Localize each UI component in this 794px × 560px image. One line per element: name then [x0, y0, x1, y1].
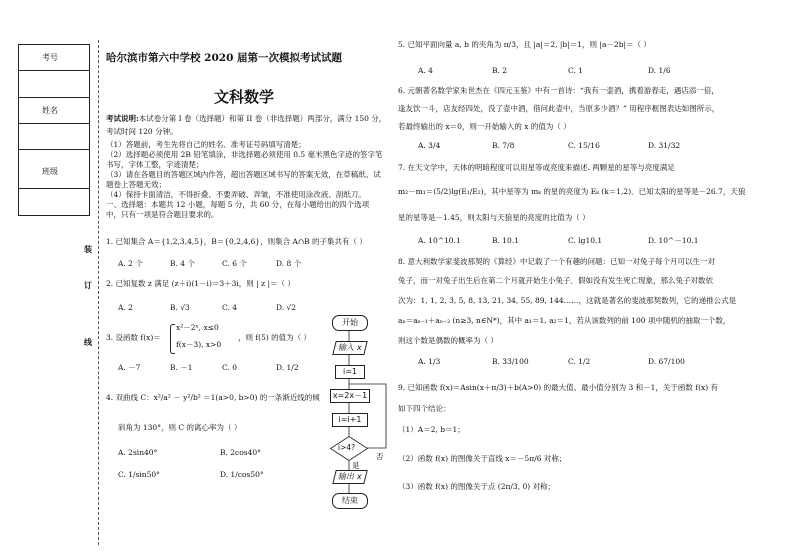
school-title: 哈尔滨市第六中学校 2020 届第一次模拟考试试题 [106, 52, 343, 64]
q8-option-a: A. 1/3 [418, 357, 441, 366]
q2: 2. 已知复数 z 满足 (z＋i)(1－i)＝3＋3i，则 | z |＝（ ） [106, 279, 295, 288]
q9-line-1: 9. 已知函数 f(x)＝Asin(x＋π/3)＋b(A>0) 的最大值、最小值分别为 3 和－1，关于函数 f(x) 有 [398, 383, 719, 392]
q6-option-a: A. 3/4 [418, 141, 441, 150]
q5-option-c: C. 1 [568, 66, 584, 75]
q7-option-c: C. lg10.1 [568, 236, 603, 245]
q8-line-2: 兔子，而一对兔子出生后在第二个月就开始生小兔子．假如没有发生死亡现象，那么兔子对数依 [398, 276, 713, 285]
q4-option-b: B. 2cos40° [220, 448, 261, 457]
instructions: 考试说明:本试卷分第 I 卷（选择题）和第 II 卷（非选择题）两部分，满分 150 分， 考试时间 120 分钟。 （1）答题前，考生先将自己的姓名、准考证号码填写清楚； （2）选择题必须使用 2B 铅笔填涂，非选择题必须使用 0.5 毫米黑色字迹的签字笔 书写，字体工整，字迹清楚； （3）请在各题目的答题区域内作答，超出答题区域书写的答案无效，在草稿纸、试 题卷上答题无效； （4）保持卡面清洁，不得折叠、不要弄破、弄皱，不准使用涂改液、刮纸刀。 一、选择题：本题共 12 小题，每题 5 分，共 60 分，在每小题给出的四个选项 中，只有一项是符合题目要求的。 [106, 114, 387, 219]
binding-char-3: 线 [84, 337, 92, 347]
q3-prefix: 3. 设函数 f(x)＝ [106, 333, 161, 342]
q8-option-d: D. 67/100 [648, 357, 685, 366]
flow-yes-label: 是 [352, 461, 360, 470]
flow-increment: i=i+1 [332, 413, 368, 427]
class-label: 班级 [42, 167, 58, 176]
q8-option-b: B. 33/100 [492, 357, 529, 366]
q3-option-d: D. 1/2 [276, 363, 299, 372]
flow-end: 结束 [332, 493, 368, 509]
q5: 5. 已知平面向量 a, b 的夹角为 π/3，且 |a|＝2, |b|＝1，则 |a－2b|＝（ ） [398, 40, 651, 49]
q9-statement-2: （2）函数 f(x) 的图像关于直线 x＝－5π/6 对称； [398, 454, 567, 463]
q2-option-d: D. √2 [276, 303, 297, 312]
q8-line-5: 则这个数是偶数的概率为（ ） [398, 336, 498, 345]
q8-line-3: 次为：1, 1, 2, 3, 5, 8, 13, 21, 34, 55, 89, 144……，这就是著名的斐波那契数列，它的递推公式是 [398, 296, 737, 305]
q6-line-1: 6. 元朝著名数学家朱世杰在《四元玉鉴》中有一首诗：“我有一壶酒，携着游春走，遇店添一倍， [398, 86, 719, 95]
q6-line-2: 逢友饮一斗，店友经四处，没了壶中酒，借问此壶中，当原多少酒？” 用程序框图表达如图所示， [398, 104, 720, 113]
q3-option-b: B. －1 [170, 363, 193, 372]
q4-line-1: 4. 双曲线 C：x²/a² － y²/b² ＝1(a>0, b>0) 的一条渐近线的倾 [106, 393, 320, 402]
q3-suffix: ，则 f(5) 的值为（ ） [238, 333, 312, 342]
q3-option-a: A. －7 [118, 363, 141, 372]
q6-option-d: D. 31/32 [648, 141, 681, 150]
q2-option-c: C. 4 [222, 303, 238, 312]
flow-init: i=1 [335, 365, 365, 379]
binding-char-1: 装 [84, 244, 92, 254]
q6-line-3: 若最终输出的 x＝0，则一开始输入的 x 的值为（ ） [398, 122, 571, 131]
q8-line-4: aₙ＝aₙ₋₁＋aₙ₋₂ (n≥3, n∈N*)，其中 a₁＝1, a₂＝1，若从该数列的前 100 项中随机的抽取一个数， [398, 316, 731, 325]
q1-option-b: B. 4 个 [170, 259, 195, 268]
subject-title: 文科数学 [214, 88, 275, 106]
q9-statement-3: （3）函数 f(x) 的图像关于点 (2π/3, 0) 对称； [398, 482, 556, 491]
flow-start: 开始 [332, 315, 368, 331]
q5-option-b: B. 2 [492, 66, 508, 75]
q4-line-2: 斜角为 130°，则 C 的离心率为（ ） [118, 423, 242, 432]
q4-option-c: C. 1/sin50° [118, 470, 160, 479]
instructions-head: 考试说明: [106, 114, 139, 123]
q9-statement-1: （1）A＝2, b＝1； [398, 425, 465, 434]
q3-option-c: C. 0 [222, 363, 238, 372]
q1: 1. 已知集合 A＝{1,2,3,4,5}，B＝{0,2,4,6}，则集合 A∩B 的子集共有（ ） [106, 237, 367, 246]
flow-condition-label: i>4? [338, 443, 356, 452]
q2-option-b: B. √3 [170, 303, 190, 312]
binding-char-2: 订 [84, 280, 92, 290]
q9-line-2: 如下四个结论： [398, 404, 451, 413]
q7-option-b: B. 10.1 [492, 236, 519, 245]
q8-line-1: 8. 意大利数学家斐波那契的《算经》中记载了一个有趣的问题：已知一对兔子每个月可以生一对 [398, 257, 716, 266]
q3-case-1: x²－2ˣ, x≤0 [176, 323, 219, 332]
q7-option-d: D. 10^－10.1 [648, 236, 699, 245]
q5-option-d: D. 1/6 [648, 66, 671, 75]
q7-line-1: 7. 在天文学中，天体的明暗程度可以用星等或亮度来描述. 两颗星的星等与亮度满足 [398, 163, 675, 172]
flow-output: 输出 x [332, 470, 367, 484]
q7-option-a: A. 10^10.1 [418, 236, 461, 245]
q6-option-c: C. 15/16 [568, 141, 600, 150]
q1-option-c: C. 6 个 [222, 259, 247, 268]
q4-option-a: A. 2sin40° [118, 448, 158, 457]
binding-line [98, 40, 99, 545]
q6-option-b: B. 7/8 [492, 141, 515, 150]
exam-no-label: 考号 [42, 53, 58, 62]
q3-brace [170, 324, 175, 354]
name-label: 姓名 [42, 106, 58, 115]
flow-update: x=2x－1 [330, 389, 370, 403]
q5-option-a: A. 4 [418, 66, 433, 75]
q4-option-d: D. 1/cos50° [220, 470, 264, 479]
q1-option-d: D. 8 个 [276, 259, 302, 268]
flow-input: 输入 x [332, 341, 367, 355]
flow-no-label: 否 [376, 452, 384, 461]
q3-case-2: f(x－3), x>0 [176, 340, 222, 349]
q1-option-a: A. 2 个 [118, 259, 143, 268]
q7-line-2: m₂－m₁＝(5/2)lg(E₁/E₂)，其中星等为 mₖ 的星的亮度为 Eₖ (k＝1,2)．已知太阳的星等是－26.7，天狼 [398, 187, 746, 196]
q8-option-c: C. 1/2 [568, 357, 591, 366]
q2-option-a: A. 2 [118, 303, 133, 312]
q7-line-3: 星的星等是－1.45，则太阳与天狼星的亮度的比值为（ ） [398, 213, 590, 222]
